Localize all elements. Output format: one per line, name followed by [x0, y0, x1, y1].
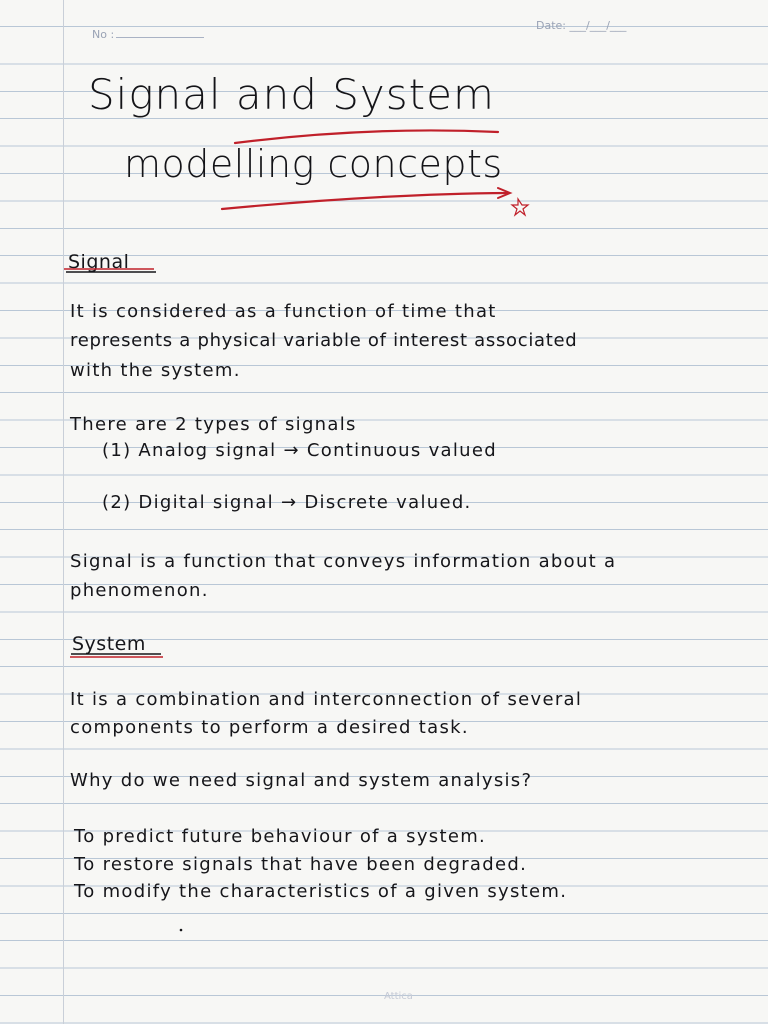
system-definition-line-1: It is a combination and interconnection of several: [70, 689, 583, 710]
red-star-icon: [512, 199, 528, 215]
signal-types-intro: There are 2 types of signals: [70, 414, 357, 435]
system-heading: System: [72, 633, 146, 655]
signal-heading: Signal: [68, 251, 130, 273]
title-red-underline: [235, 130, 498, 143]
page-number-label: No :: [92, 28, 115, 41]
signal-definition-line-1: It is considered as a function of time that: [70, 301, 497, 322]
signal-function-line-1: Signal is a function that conveys information about a: [70, 551, 617, 572]
notebook-brand-mark: Attica: [384, 991, 413, 1002]
system-definition-line-2: components to perform a desired task.: [70, 717, 469, 738]
reason-3: To modify the characteristics of a given system.: [74, 881, 568, 902]
reason-1: To predict future behaviour of a system.: [74, 826, 487, 847]
date-label: Date: ___/___/___: [536, 19, 627, 32]
signal-type-analog: (1) Analog signal → Continuous valued: [102, 440, 497, 461]
signal-type-digital: (2) Digital signal → Discrete valued.: [102, 492, 472, 513]
page-title: Signal and System: [88, 70, 495, 119]
signal-function-line-2: phenomenon.: [70, 580, 209, 601]
signal-definition-line-2: represents a physical variable of interest associated: [70, 330, 578, 351]
signal-definition-line-3: with the system.: [70, 360, 241, 381]
subtitle-red-underline: [222, 193, 508, 209]
page-subtitle: modelling concepts: [124, 142, 503, 186]
reason-2: To restore signals that have been degraded.: [74, 854, 528, 875]
analysis-question: Why do we need signal and system analysis?: [70, 770, 533, 791]
ink-dot: [180, 929, 183, 932]
